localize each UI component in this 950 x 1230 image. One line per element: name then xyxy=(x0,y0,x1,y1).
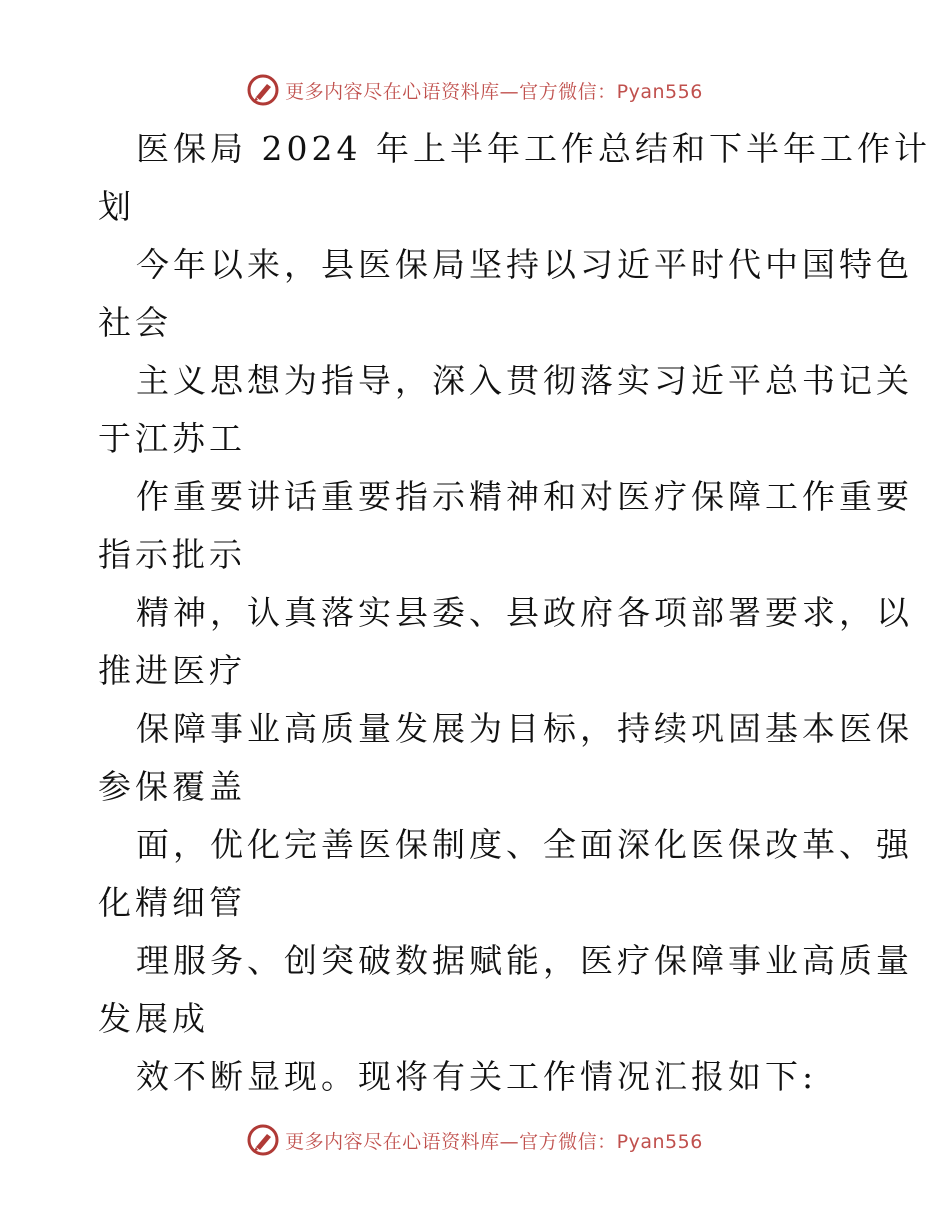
document-text-line xyxy=(98,584,913,642)
line-text: 推进医疗 xyxy=(98,651,246,690)
document-text-line xyxy=(98,874,858,932)
document-text-line xyxy=(98,932,913,990)
document-text-line xyxy=(98,526,858,584)
line-text: 化精细管 xyxy=(98,883,246,922)
line-text: 参保覆盖 xyxy=(98,767,246,806)
document-text-line xyxy=(98,642,858,700)
document-text-line xyxy=(98,352,913,410)
footer-watermark-text: 更多内容尽在心语资料库—官方微信：Pyan556 xyxy=(285,1130,703,1153)
line-text: 社会 xyxy=(98,303,172,342)
line-text: 指示批示 xyxy=(98,535,246,574)
line-text: 于江苏工 xyxy=(98,419,246,458)
line-text: 发展成 xyxy=(98,999,209,1038)
document-text-line xyxy=(98,700,913,758)
header-watermark-text: 更多内容尽在心语资料库—官方微信：Pyan556 xyxy=(285,80,703,103)
header-watermark-banner xyxy=(0,70,950,110)
document-text-line xyxy=(98,178,858,236)
line-text: 医保局 2024 年上半年工作总结和下半年工作计 xyxy=(136,129,931,168)
document-title-line xyxy=(98,120,931,178)
line-text: 划 xyxy=(98,187,135,226)
document-text-line xyxy=(98,294,858,352)
line-text: 保障事业高质量发展为目标，持续巩固基本医保 xyxy=(136,709,913,748)
line-text: 效不断显现。现将有关工作情况汇报如下: xyxy=(136,1057,818,1096)
line-text: 主义思想为指导，深入贯彻落实习近平总书记关 xyxy=(136,361,913,400)
line-text: 精神，认真落实县委、县政府各项部署要求，以 xyxy=(136,593,913,632)
document-text-line xyxy=(98,410,858,468)
line-text: 理服务、创突破数据赋能，医疗保障事业高质量 xyxy=(136,941,913,980)
pen-logo-icon xyxy=(247,1124,279,1156)
line-text: 面，优化完善医保制度、全面深化医保改革、强 xyxy=(136,825,913,864)
pen-logo-icon xyxy=(247,74,279,106)
document-text-line xyxy=(98,1048,858,1106)
footer-watermark-banner xyxy=(0,1120,950,1160)
document-text-line xyxy=(98,236,913,294)
document-text-line xyxy=(98,758,858,816)
document-text-line xyxy=(98,990,858,1048)
document-text-line xyxy=(98,816,913,874)
document-text-line xyxy=(98,468,913,526)
line-text: 今年以来，县医保局坚持以习近平时代中国特色 xyxy=(136,245,913,284)
document-body xyxy=(98,120,931,1106)
line-text: 作重要讲话重要指示精神和对医疗保障工作重要 xyxy=(136,477,913,516)
